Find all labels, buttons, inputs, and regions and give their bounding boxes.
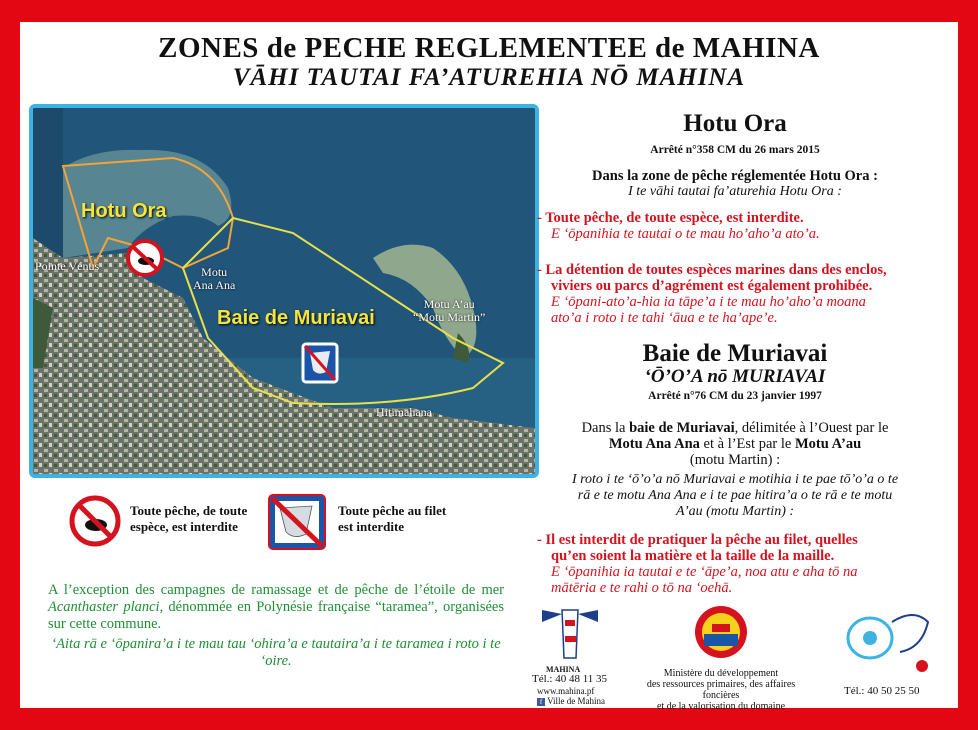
facebook-icon: f [537,698,545,706]
mahina-logo-text: MAHINA [546,665,581,674]
sign-sheet [20,22,958,712]
title-fr: ZONES de PECHE REGLEMENTEE de MAHINA [158,32,820,64]
mahina-lighthouse-logo [540,602,600,664]
exception-text: A l’exception des campagnes de ramassage et de pêche de l’étoile de mer Acanthaster planci, dénommée en Polynésie française “taramea”, organisées sur cette commune. ‘Aita rā e ‘ōpanira’a i te mau tau ‘ohira’a e tautaira’a i te taramea i roto i te ‘oire. [48,582,504,669]
map-label-hotu-ora: Hotu Ora [81,200,167,222]
map-label-hitimahana: Hitimahana [376,405,432,419]
map-no-fishing-icon [128,241,162,275]
zone-map [29,104,539,478]
muriavai-intro-ta: I roto i te ‘ō’o’a nō Muriavai e motihia i te pae tō’o’a o te rā e te motu Ana Ana e i te pae hitira’a o te rā e te motu A’au (motu Martin) : [571,472,899,519]
map-label-baie: Baie de Muriavai [217,307,375,329]
mahina-fb: f Ville de Mahina [537,696,605,707]
title-ta: VĀHI TAUTAI FA’ATUREHIA NŌ MAHINA [232,64,746,91]
map-label-motu-ana-ana: Motu Ana Ana [193,265,236,292]
drm-tel: Tél.: 40 50 25 50 [844,685,920,697]
legend-no-fishing-text: Toute pêche, de toute espèce, est interdite [130,503,248,534]
exception-text-ta: ‘Aita rā e ‘ōpanira’a i te mau tau ‘ohira’a e tautaira’a i te taramea i roto i te ‘oire. [51,636,501,669]
ministere-text: Ministère du développement des ressources primaires, des affaires foncières et de la valorisation du domaine [646,668,796,712]
drm-logo [842,608,932,674]
polynesia-emblem-logo [692,602,750,664]
hotu-ora-intro-ta: I te vāhi tautai fa’aturehia Hotu Ora : [628,184,842,199]
map-image [33,108,535,474]
hotu-ora-intro: Dans la zone de pêche réglementée Hotu Ora : [592,168,878,184]
legend-no-net-icon [266,492,328,552]
map-no-net-icon [303,344,337,382]
hotu-ora-ref: Arrêté n°358 CM du 26 mars 2015 [650,144,820,156]
map-label-pointe-venus: Pointe Vénus [35,259,100,273]
legend-no-net-text: Toute pêche au filet est interdite [338,503,447,534]
mahina-tel: Tél.: 40 48 11 35 [532,673,608,685]
muriavai-rule: - Il est interdit de pratiquer la pêche au filet, quelles qu’en soient la matière et la taille de la maille. E ‘ōpanihia ia tautai e te ‘āpe’a, noa atu e aha tō na mātēria e te rahi o tō na ‘oehā. [537,532,858,596]
legend-no-fishing-icon [68,494,122,548]
mahina-web: www.mahina.pf [537,686,595,696]
muriavai-title: Baie de Muriavai [642,340,828,367]
muriavai-subtitle: ‘Ō’O’A nō MURIAVAI [644,366,826,387]
hotu-ora-title: Hotu Ora [683,110,787,137]
hotu-ora-rule-1: - Toute pêche, de toute espèce, est interdite. E ‘ōpanihia te tautai o te mau ho’aho’a ato’a. [537,210,820,242]
muriavai-intro: Dans la baie de Muriavai, délimitée à l’Ouest par le Motu Ana Ana et à l’Est par le Motu A’au (motu Martin) : [581,420,889,468]
map-label-motu-au: Motu A’au “Motu Martin” [413,297,486,324]
hotu-ora-rule-2: - La détention de toutes espèces marines dans des enclos, viviers ou parcs d’agrément est également prohibée. E ‘ōpani-ato’a-hia ia tāpe’a i te mau ho’aho’a moana ato’a i roto i te tahi ‘āua e te ha’ape’e. [537,262,887,326]
muriavai-ref: Arrêté n°76 CM du 23 janvier 1997 [648,390,822,402]
